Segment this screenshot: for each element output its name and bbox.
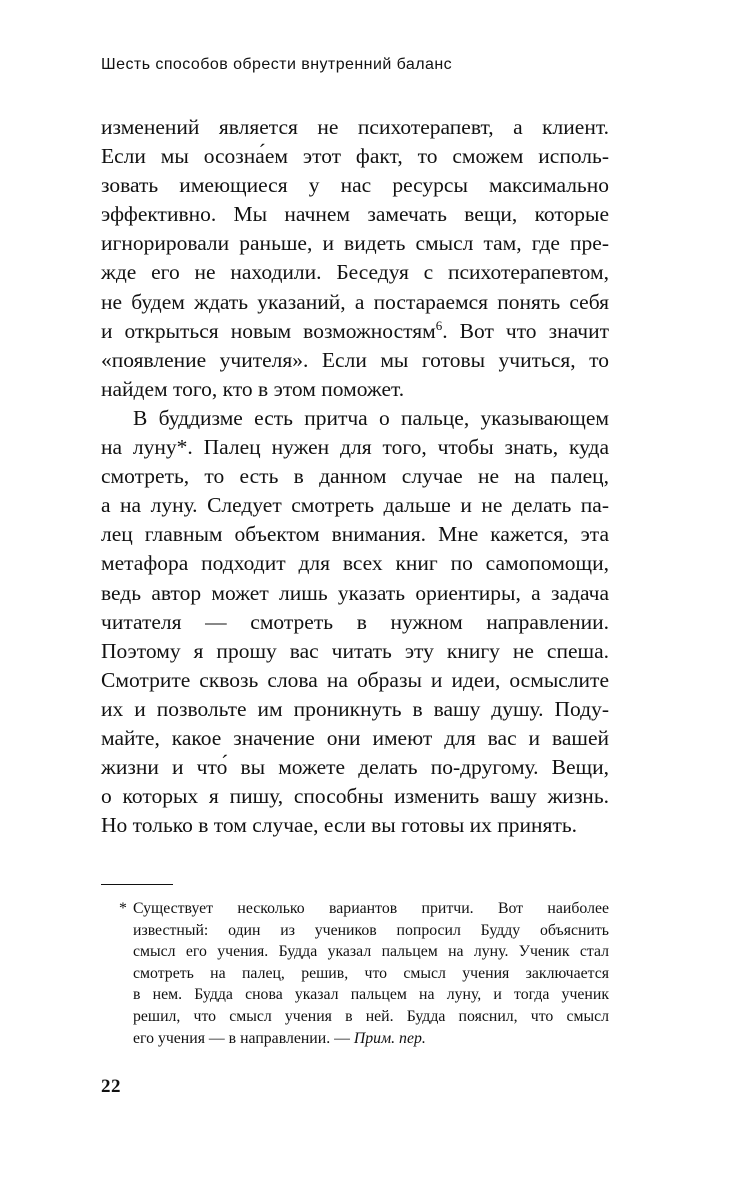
text-line: Поэтому я прошу вас читать эту книгу не спеша. [101, 638, 609, 663]
text-line: изменений является не психотерапевт, а клиент. [101, 115, 609, 139]
main-text [101, 113, 609, 840]
text-fragment: . Вот что значит [442, 318, 609, 343]
text-line: найдем того, кто в этом поможет. [101, 376, 405, 401]
text-line: на луну*. Палец нужен для того, чтобы знать, куда [101, 435, 609, 460]
text-line: игнорировали раньше, и видеть смысл там, где пре- [101, 231, 609, 256]
page-number: 22 [101, 1076, 121, 1097]
footnote [133, 898, 609, 1049]
footnote-line: Существует несколько вариантов притчи. Вот наиболее [133, 900, 609, 917]
footnote-marker: * [119, 900, 127, 917]
footnote-line: известный: один из учеников попросил Будду объяснить [133, 921, 609, 939]
text-line: В буддизме есть притча о пальце, указывающем [133, 405, 609, 430]
text-line: жде его не находили. Беседуя с психотерапевтом, [101, 260, 609, 285]
text-line: лец главным объектом внимания. Мне кажется, эта [101, 522, 609, 547]
footnote-text: его учения — в направлении. — [133, 1029, 354, 1047]
footnote-line: смысл его учения. Будда указал пальцем на луну. Ученик стал [133, 943, 609, 961]
text-line: не будем ждать указаний, а постараемся понять себя [101, 289, 609, 314]
text-line: Если мы осозна́ем этот факт, то сможем исполь- [101, 144, 609, 169]
footnote-line: в нем. Будда снова указал пальцем на луну, и тогда ученик [133, 986, 609, 1004]
text-line: зовать имеющиеся у нас ресурсы максимально [101, 173, 609, 198]
footnote-line: решил, что смысл учения в ней. Будда пояснил, что смысл [133, 1007, 609, 1025]
text-line: жизни и что́ вы можете делать по-другому. Вещи, [101, 755, 609, 780]
text-line: метафора подходит для всех книг по самопомощи, [101, 551, 609, 576]
text-line: их и позвольте им проникнуть в вашу душу. Поду- [101, 696, 609, 721]
footnote-divider [101, 884, 173, 885]
text-line: майте, какое значение они имеют для вас и вашей [101, 725, 609, 750]
text-line-with-note [101, 317, 609, 346]
footnote-line: смотреть на палец, решив, что смысл учения заключается [133, 964, 609, 982]
text-line: а на луну. Следует смотреть дальше и не делать па- [101, 493, 609, 518]
text-line: ведь автор может лишь указать ориентиры, а задача [101, 580, 609, 605]
text-line: Смотрите сквозь слова на образы и идеи, осмыслите [101, 667, 609, 692]
translator-note: Прим. пер. [353, 1029, 426, 1047]
text-line: «появление учителя». Если мы готовы учиться, то [101, 347, 609, 372]
running-header: Шесть способов обрести внутренний баланс [101, 56, 453, 73]
text-line: читателя — смотреть в нужном направлении. [101, 609, 609, 634]
text-fragment: и открыться новым возможностям [101, 318, 436, 343]
text-line: Но только в том случае, если вы готовы их принять. [101, 813, 578, 838]
text-line: смотреть, то есть в данном случае не на палец, [101, 464, 609, 489]
text-line: эффективно. Мы начнем замечать вещи, которые [101, 202, 609, 227]
footnote-line [133, 1028, 609, 1050]
note-reference: 6 [435, 317, 443, 333]
text-line: о которых я пишу, способны изменить вашу жизнь. [101, 784, 609, 809]
